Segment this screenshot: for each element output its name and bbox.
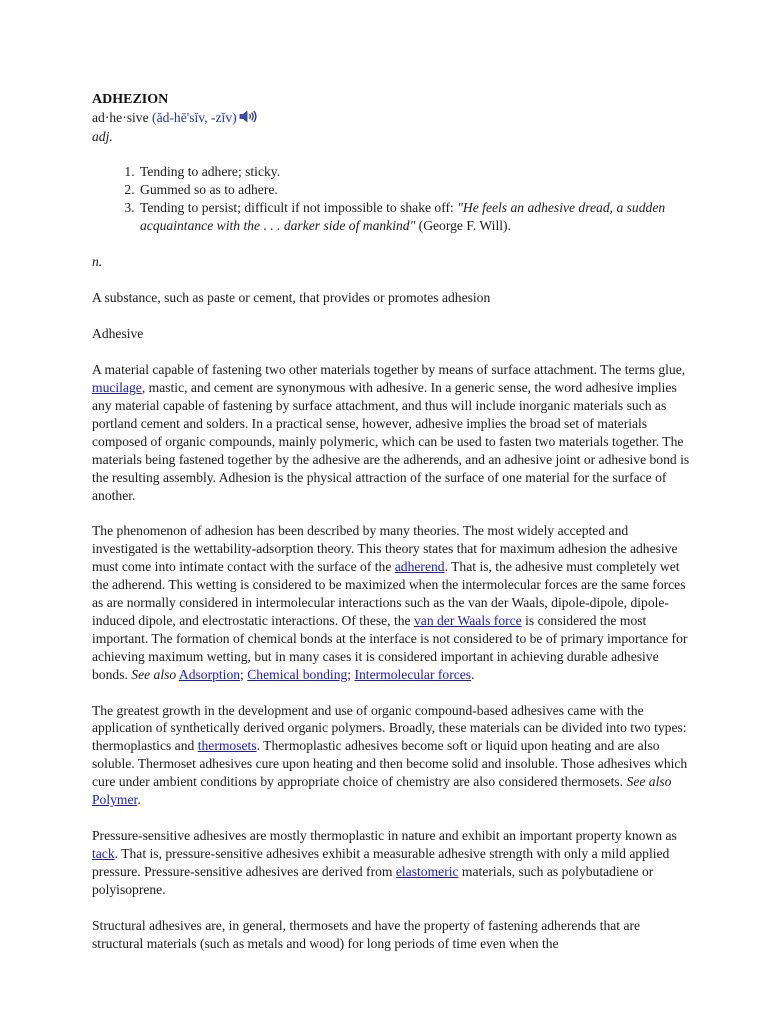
paragraph bbox=[92, 827, 692, 899]
paragraph bbox=[92, 917, 692, 953]
separator: ; bbox=[347, 666, 355, 682]
paragraph bbox=[92, 522, 692, 683]
phonetic-text: ăd-hē'sĭv, -zĭv bbox=[156, 110, 233, 125]
definition-item bbox=[138, 199, 692, 235]
phonetic-open: ( bbox=[152, 110, 157, 125]
paragraph bbox=[92, 361, 692, 504]
document-page bbox=[92, 91, 692, 952]
link-mucilage[interactable]: mucilage bbox=[92, 380, 142, 396]
link-thermosets[interactable]: thermosets bbox=[197, 738, 257, 754]
page-title: ADHEZION bbox=[92, 92, 169, 107]
part-of-speech-noun: n. bbox=[92, 254, 103, 270]
paragraph-text: . Thermoplastic adhesives become soft or liquid upon heating and are also soluble. Thermoset adhesives cure upon heating and then become solid and insoluble. Those adhesives which cure under ambient conditions by appropriate choice of chemistry are also considered thermosets. bbox=[92, 738, 688, 790]
paragraph-text: . That is, the adhesive must completely wet the adherend. This wetting is considered to be maximized when the intermolecular forces are the same forces as are normally considered in intermolecular interactions such as the van der Waals, dipole-dipole, dipole-induced dipole, and electrostatic interactions. Of these, the bbox=[92, 559, 686, 628]
phonetic-close: ) bbox=[232, 110, 237, 125]
quote-source: (George F. Will). bbox=[415, 217, 511, 233]
link-tack[interactable]: tack bbox=[92, 845, 115, 861]
definition-text: Tending to persist; difficult if not impossible to shake off: bbox=[140, 199, 458, 215]
definition-item: 1. Tending to adhere; sticky. bbox=[138, 163, 692, 181]
link-elastomeric[interactable]: elastomeric bbox=[395, 863, 459, 879]
definition-list bbox=[92, 163, 692, 235]
link-chemical-bonding[interactable]: Chemical bonding bbox=[247, 666, 348, 682]
link-van-der-waals-force[interactable]: van der Waals force bbox=[413, 612, 522, 628]
speaker-icon[interactable] bbox=[239, 110, 257, 128]
separator: ; bbox=[240, 666, 248, 682]
link-intermolecular-forces[interactable]: Intermolecular forces bbox=[354, 666, 472, 682]
paragraph-text: A material capable of fastening two other materials together by means of surface attachment. The terms glue, bbox=[92, 362, 686, 378]
section-heading: Adhesive bbox=[92, 326, 144, 342]
noun-definition: A substance, such as paste or cement, that provides or promotes adhesion bbox=[92, 290, 491, 306]
paragraph-text: . bbox=[137, 792, 141, 808]
paragraph-text: materials, such as polybutadiene or polyisoprene. bbox=[92, 863, 654, 897]
link-adherend[interactable]: adherend bbox=[394, 559, 445, 575]
paragraph-text: Structural adhesives are, in general, thermosets and have the property of fastening adherends that are structural materials (such as metals and wood) for long periods of time even when the bbox=[92, 917, 641, 951]
phonetic-spelling bbox=[152, 110, 237, 125]
paragraph-text: is considered the most important. The formation of chemical bonds at the interface is not considered to be of primary importance for achieving maximum wetting, but in many cases it is considered important in achieving durable adhesive bonds. bbox=[92, 612, 688, 682]
paragraph bbox=[92, 702, 692, 809]
headword: ad·he·sive bbox=[92, 110, 149, 125]
link-polymer[interactable]: Polymer bbox=[92, 792, 138, 808]
paragraph-text: Pressure-sensitive adhesives are mostly thermoplastic in nature and exhibit an important property known as bbox=[92, 828, 677, 843]
paragraph-text: , mastic, and cement are synonymous with adhesive. In a generic sense, the word adhesive implies any material capable of fastening by surface attachment, and thus will include inorganic materials such as portland cement and solders. In a practical sense, however, adhesive implies the broad set of materials composed of organic compounds, mainly polymeric, which can be used to fasten two materials together. The materials being fastened together by the adhesive are the adherends, and an adhesive joint or adhesive bond is the resulting assembly. Adhesion is the physical attraction of the surface of one material for the surface of another. bbox=[92, 380, 690, 503]
pronunciation-line bbox=[92, 109, 692, 128]
part-of-speech-adj: adj. bbox=[92, 128, 113, 144]
paragraph-text: . bbox=[471, 666, 475, 682]
see-also-label: See also bbox=[131, 666, 177, 682]
paragraph-text: . That is, pressure-sensitive adhesives exhibit a measurable adhesive strength with only a mild applied pressure. Pressure-sensitive adhesives are derived from bbox=[92, 845, 670, 879]
see-also-label: See also bbox=[626, 774, 672, 790]
usage-quote: "He feels an adhesive dread, a sudden acquaintance with the . . . darker side of mankind" bbox=[140, 199, 666, 233]
paragraph-text: The phenomenon of adhesion has been described by many theories. The most widely accepted and investigated is the wettability-adsorption theory. This theory states that for maximum adhesion the adhesive must come into intimate contact with the surface of the bbox=[92, 523, 678, 575]
link-adsorption[interactable]: Adsorption bbox=[178, 666, 241, 682]
definition-item: 2. Gummed so as to adhere. bbox=[138, 181, 692, 199]
paragraph-text: The greatest growth in the development and use of organic compound-based adhesives came with the application of synthetically derived organic polymers. Broadly, these materials can be divided into two types: thermoplastics and bbox=[92, 702, 687, 754]
